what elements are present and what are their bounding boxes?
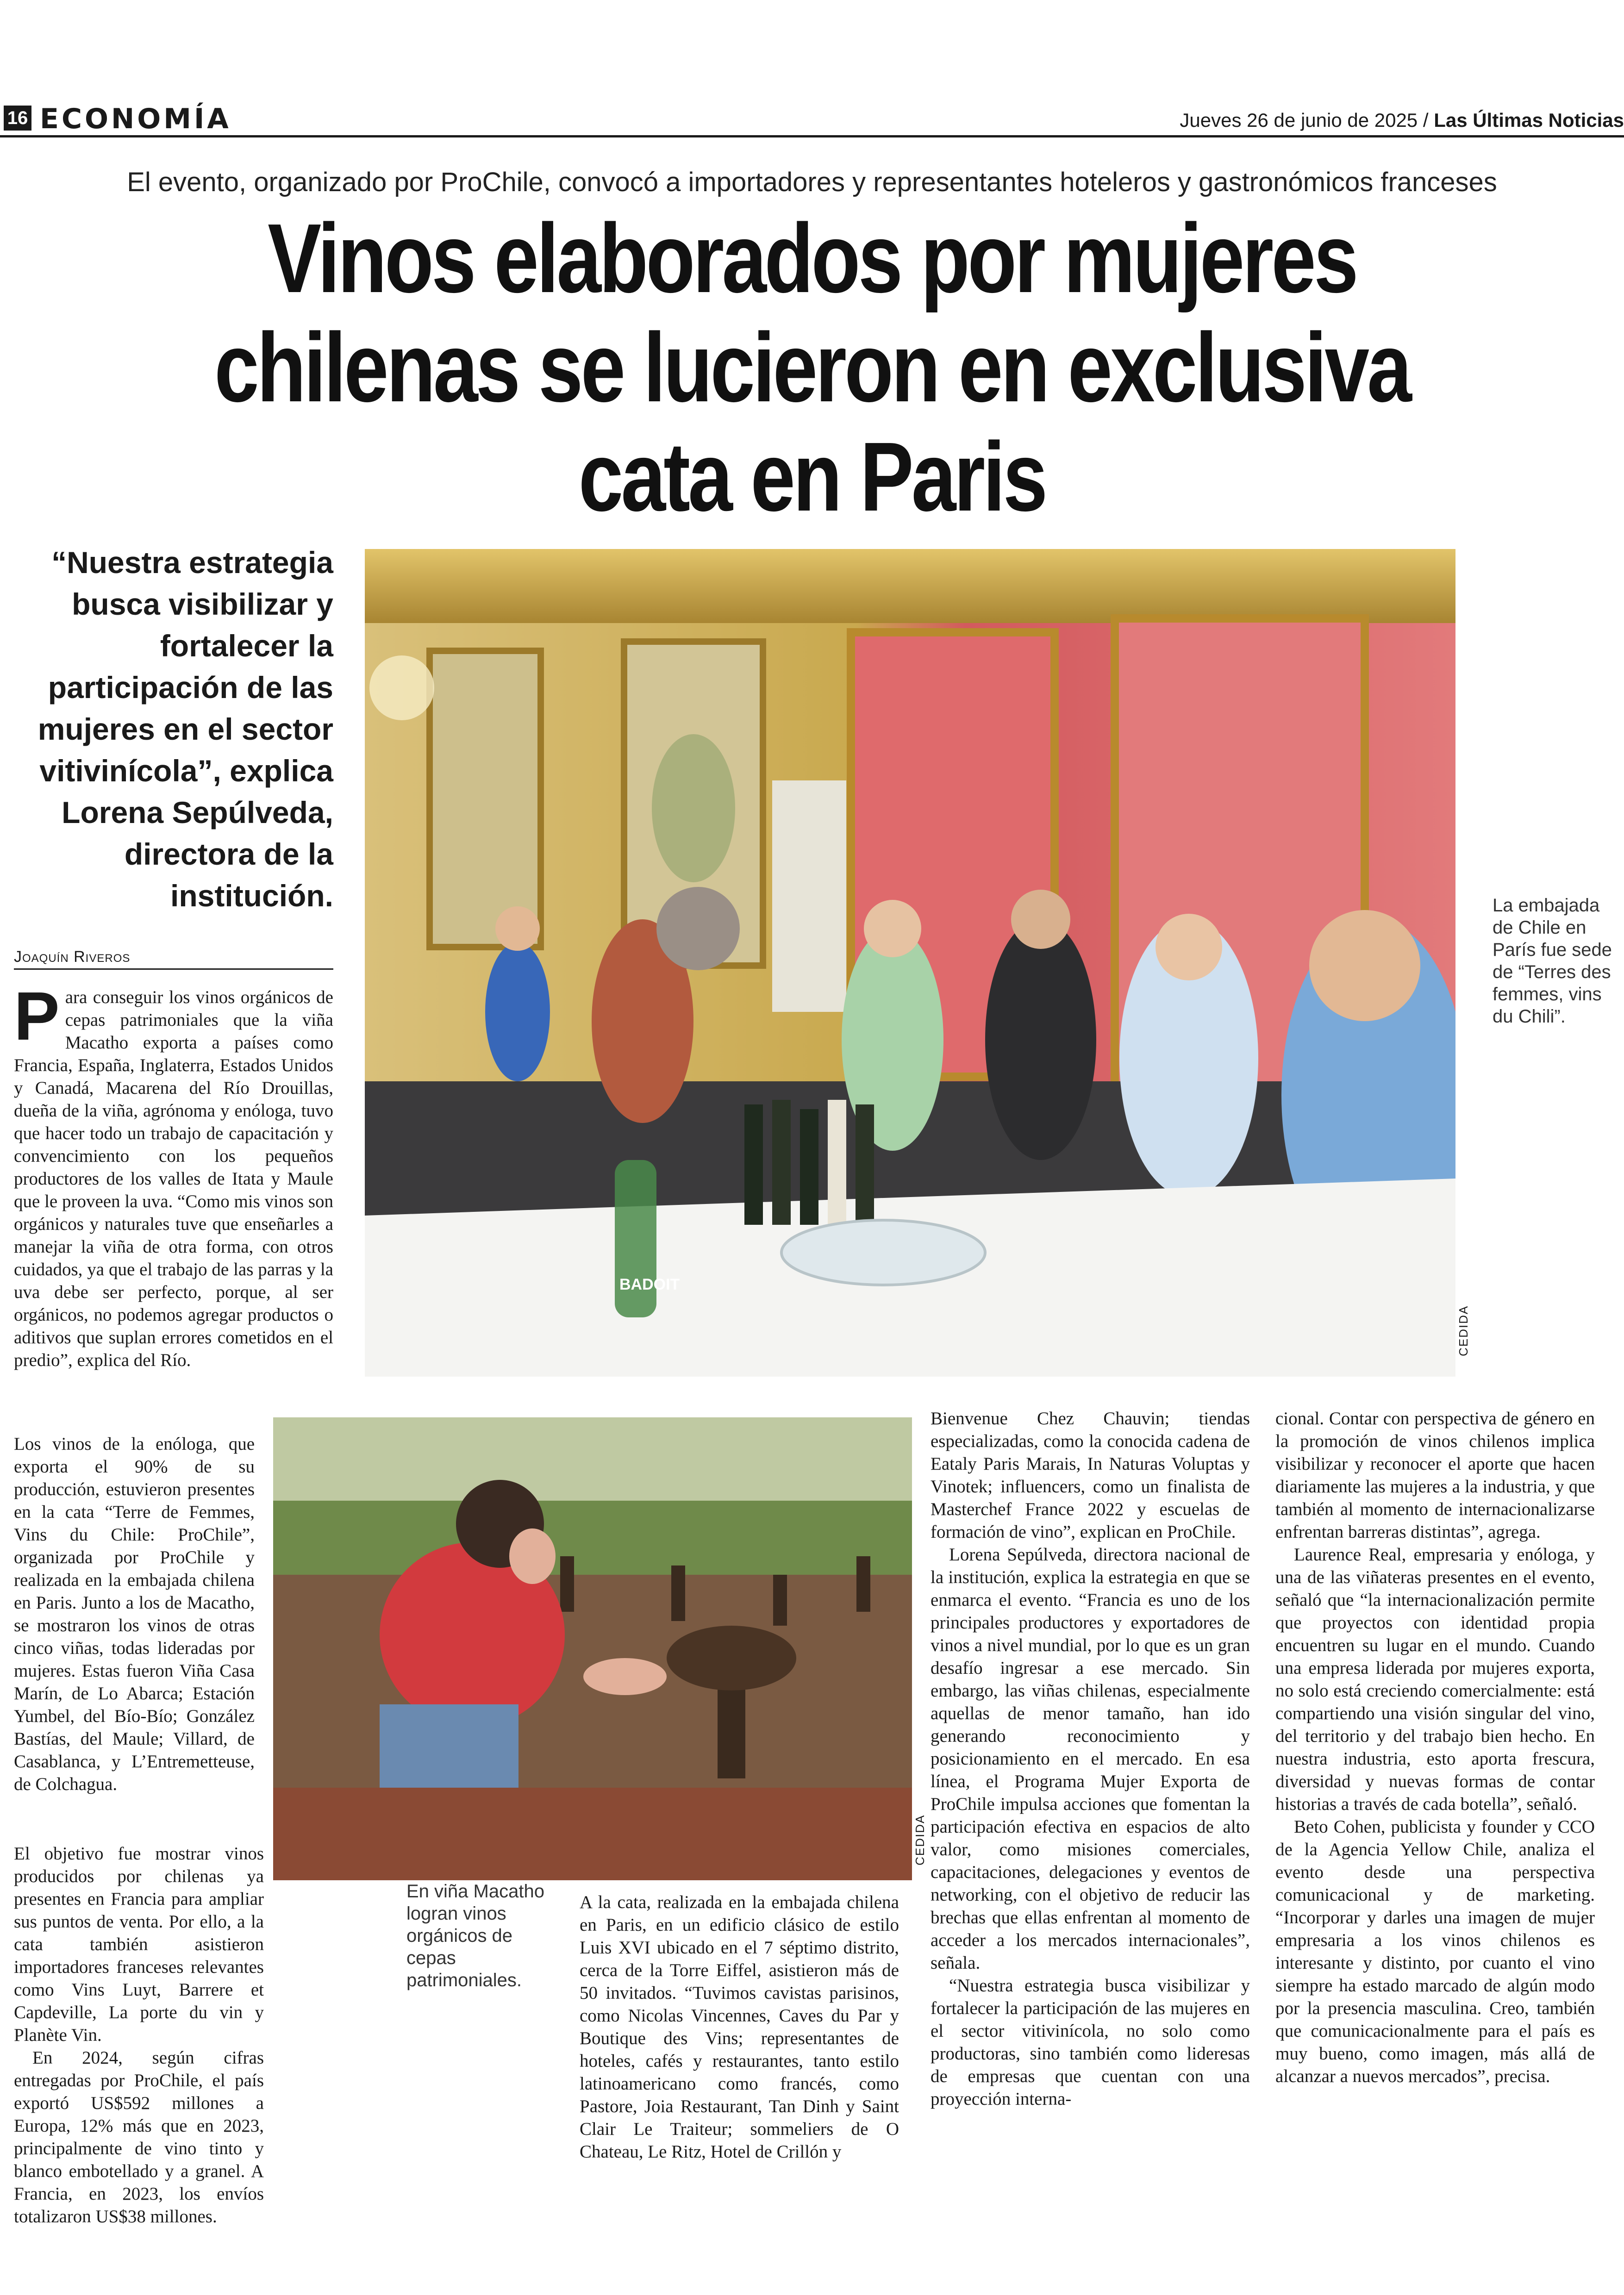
vineyard-photo xyxy=(273,1417,912,1880)
byline-rule xyxy=(14,968,333,970)
photo-caption: La embajada de Chile en París fue sede de “Terres des femmes, vins du Chili”. xyxy=(1493,895,1612,1027)
byline: Joaquín Riveros xyxy=(14,948,131,966)
body-paragraph: “Nuestra estrategia busca visibilizar y fortalecer la participación de las mujeres en el sector vitivinícola, no solo como productoras, sino también como lideresas de empresas que cuentan con una proyección interna- xyxy=(931,1976,1250,2109)
body-column-1b xyxy=(14,1433,255,1796)
body-column-3 xyxy=(931,1407,1250,2110)
body-paragraph: cional. Contar con perspectiva de género en la promoción de vinos chilenos implica visibilizar y reconocer el aporte que hacen diariamente las mujeres a la industria, y que también al momento de internacionalizarse enfrentan barreras distintas”, agrega. xyxy=(1275,1409,1595,1542)
body-paragraph: Beto Cohen, publicista y founder y CCO de la Agencia Yellow Chile, analiza el evento desde una perspectiva comunicacional y de marketing. “Incorporar y darles una imagen de mujer empresaria a los vinos chilenos es interesante y distinto, por cuanto el vino siempre ha estado marcado de algún modo por la presencia masculina. Creo, también que comunicacionalmente para el país es muy bueno, como imagen, más allá de alcanzar a nuevos mercados”, precisa. xyxy=(1275,1817,1595,2086)
body-paragraph: A la cata, realizada en la embajada chilena en Paris, en un edificio clásico de estilo Luis XVI ubicado en el 7 séptimo distrito, cerca de la Torre Eiffel, asistieron más de 50 invitados. “Tuvimos cavistas parisinos, como Nicolas Vincennes, Caves du Par y Boutique des Vins; representantes de hoteles, cafés y restaurantes, tanto estilo latinoamericano como francés, como Pastore, Joia Restaurant, Tan Dinh y Saint Clair Le Traiteur; sommeliers de O Chateau, Le Ritz, Hotel de Crillón y xyxy=(580,1892,899,2162)
issue-date: Jueves 26 de junio de 2025 xyxy=(1180,109,1418,131)
dateline xyxy=(1180,109,1624,131)
body-paragraph xyxy=(14,978,333,1372)
drop-cap: P xyxy=(14,978,60,1054)
page-number: 16 xyxy=(4,106,31,131)
vineyard-photo-art xyxy=(273,1417,912,1880)
body-column-1c xyxy=(14,1842,264,2228)
body-paragraph: En 2024, según cifras entregadas por ProChile, el país exportó US$592 millones a Europa, 12% más que en 2023, principalmente de vino tinto y blanco embotellado y a granel. A Francia, en 2023, los envíos totalizaron US$38 millones. xyxy=(14,2048,264,2226)
tasting-photo xyxy=(365,549,1455,1377)
masthead-rule xyxy=(0,135,1624,137)
photo-credit: CEDIDA xyxy=(1456,1305,1470,1356)
body-column-2 xyxy=(580,1891,899,2163)
body-text: ara conseguir los vinos orgánicos de cepas patrimoniales que la viña Macatho exporta a países como Francia, España, Inglaterra, Estados Unidos y Canadá, Macarena del Río Drouillas, dueña de la viña, agrónoma y enóloga, tuvo que hacer todo un trabajo de capacitación y convencimiento con los pequeños productores de los valles de Itata y Maule que le proveen la uva. “Como mis vinos son orgánicos y naturales tuve que enseñarles a manejar la viña de otra forma, con otros cuidados, ya que el trabajo de las parras y la uva debe ser perfecto, porque, al ser orgánicos, no podemos agregar productos o aditivos que suplan errores cometidos en el predio”, explica del Río. xyxy=(14,987,333,1370)
body-paragraph: Lorena Sepúlveda, directora nacional de la institución, explica la estrategia en que se enmarca el evento. “Francia es uno de los principales productores y exportadores de vinos a nivel mundial, por lo que es un gran desafío ingresar a ese mercado. Sin embargo, las viñas chilenas, especialmente aquellas de menor tamaño, han ido generando reconocimiento y posicionamiento en el mercado. En esa línea, el Programa Mujer Exporta de ProChile impulsa acciones que fomentan la participación efectiva en espacios de alto valor, como misiones comerciales, capacitaciones, delegaciones y eventos de networking, con el objetivo de reducir las brechas que ellas enfrentan al momento de acceder a los mercados internacionales”, señala. xyxy=(931,1545,1250,1973)
pull-quote: “Nuestra estrategia busca visibilizar y fortalecer la participación de las mujeres en el sector vitivinícola”, explica Lorena Sepúlveda, directora de la institución. xyxy=(37,545,333,913)
kicker: El evento, organizado por ProChile, convocó a importadores y representantes hoteleros y gastronómicos franceses xyxy=(127,167,1497,197)
body-paragraph: El objetivo fue mostrar vinos producidos por chilenas ya presentes en Francia para ampliar sus puntos de venta. Por ello, a la cata también asistieron importadores franceses relevantes como Vins Luyt, Barrere et Capdeville, La porte du vin y Planète Vin. xyxy=(14,1844,264,2045)
body-column-4 xyxy=(1275,1407,1595,2088)
body-paragraph: Bienvenue Chez Chauvin; tiendas especializadas, como la conocida cadena de Eataly Paris Marais, In Naturas Voluptas y Vinotek; influencers, como un finalista de Masterchef France 2022 y escuelas de formación de vino”, explican en ProChile. xyxy=(931,1409,1250,1542)
bottle-label: BADOIT xyxy=(619,1276,680,1293)
photo-credit: CEDIDA xyxy=(913,1814,927,1865)
body-paragraph: Los vinos de la enóloga, que exporta el 90% de su producción, estuvieron presentes en la cata “Terre de Femmes, Vins du Chile: ProChile”, organizada por ProChile y realizada en la embajada chilena en Paris. Junto a los de Macatho, se mostraron los vinos de otras cinco viñas, todas lideradas por mujeres. Estas fueron Viña Casa Marín, de Lo Abarca; Estación Yumbel, del Bío-Bío; González Bastías, del Maule; Villard, de Casablanca, y L’Entremetteuse, de Colchagua. xyxy=(14,1434,255,1794)
dateline-separator: / xyxy=(1423,109,1429,131)
tasting-photo-art xyxy=(365,549,1455,1377)
photo-caption: En viña Macatho logran vinos orgánicos de cepas patrimoniales. xyxy=(406,1881,544,1990)
body-column-1 xyxy=(14,978,333,1372)
body-paragraph: Laurence Real, empresaria y enóloga, y una de las viñateras presentes en el evento, señaló que “la internacionalización permite que proyectos con identidad propia encuentren su lugar en el mundo. Cuando una empresa liderada por mujeres exporta, no solo está creciendo comercialmente: está compartiendo una visión singular del vino, del territorio y del trabajo bien hecho. En nuestra industria, esto aporta frescura, diversidad y nuevas formas de contar historias a través de cada botella”, señaló. xyxy=(1275,1545,1595,1814)
headline: Vinos elaborados por mujeres chilenas se lucieron en exclusiva cata en Paris xyxy=(214,203,1410,531)
section-title: ECONOMÍA xyxy=(40,103,231,135)
publication-name: Las Últimas Noticias xyxy=(1434,109,1624,131)
